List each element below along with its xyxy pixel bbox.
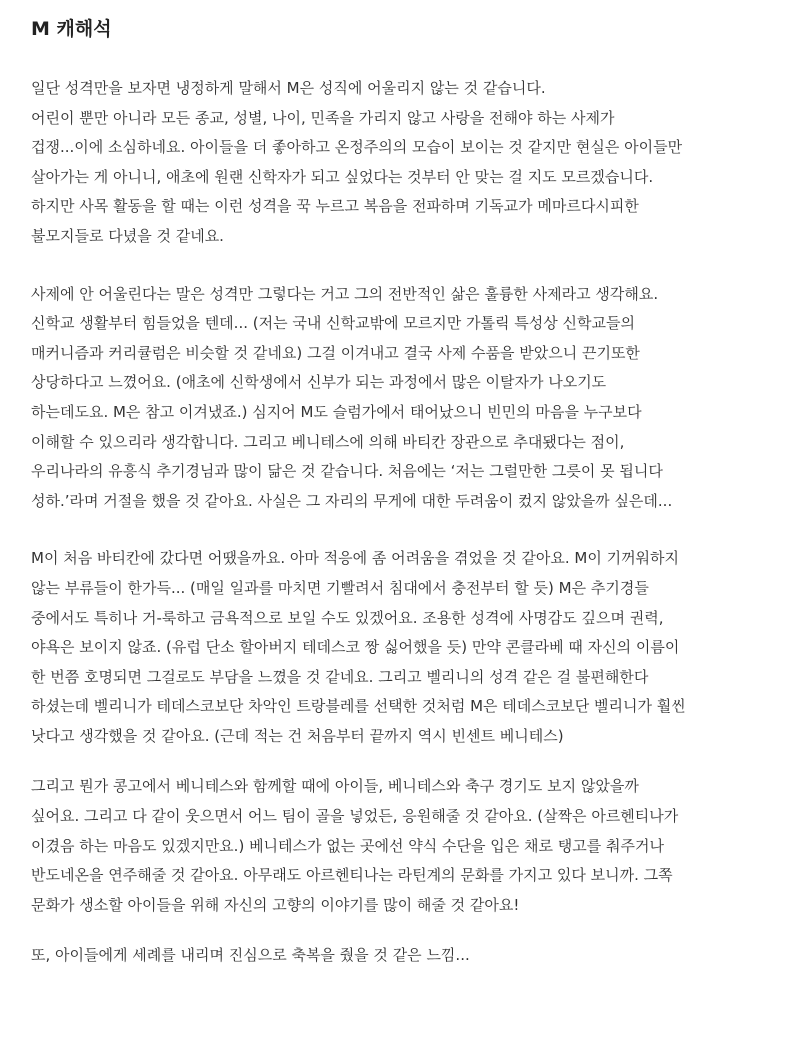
text-line: 신학교 생활부터 힘들었을 텐데... (저는 국내 신학교밖에 모르지만 가톨릭 특성상 신학교들의 — [31, 314, 635, 333]
paragraph-vatican — [31, 544, 780, 751]
text-line: 이겼음 하는 마음도 있겠지만요.) 베니테스가 없는 곳에선 약식 수단을 입은 채로 탱고를 춰주거나 — [31, 836, 664, 855]
text-line: 한 번쯤 호명되면 그걸로도 부담을 느꼈을 것 같네요. 그리고 벨리니의 성격 같은 걸 불편해한다 — [31, 667, 649, 686]
text-line: 문화가 생소할 아이들을 위해 자신의 고향의 이야기를 많이 해줄 것 같아요! — [31, 895, 520, 914]
paragraph-priesthood — [31, 280, 780, 517]
text-line: 살아가는 게 아니니, 애초에 원랜 신학자가 되고 싶었다는 것부터 안 맞는 걸 지도 모르겠습니다. — [31, 167, 654, 186]
text-line: 일단 성격만을 보자면 냉정하게 말해서 M은 성직에 어울리지 않는 것 같습니다. — [31, 79, 546, 97]
text-line: 이해할 수 있으리라 생각합니다. 그리고 베니테스에 의해 바티칸 장관으로 추대됐다는 점이, — [31, 432, 625, 451]
text-line: 중에서도 특히나 거-룩하고 금욕적으로 보일 수도 있겠어요. 조용한 성격에 사명감도 깊으며 권력, — [31, 608, 664, 627]
text-line: 반도네온을 연주해줄 것 같아요. 아무래도 아르헨티나는 라틴계의 문화를 가지고 있다 보니까. 그쪽 — [31, 866, 673, 885]
text-line: 하지만 사목 활동을 할 때는 이런 성격을 꾹 누르고 복음을 전파하며 기독교가 메마르다시피한 — [31, 197, 639, 216]
text-line: 하셨는데 벨리니가 테데스코보단 차악인 트랑블레를 선택한 것처럼 M은 테데스코보단 벨리니가 훨씬 — [31, 697, 686, 716]
text-line: M이 처음 바티칸에 갔다면 어땠을까요. 아마 적응에 좀 어려움을 겪었을 것 같아요. M이 기꺼워하지 — [31, 549, 680, 568]
paragraph-closing — [31, 941, 780, 971]
text-line: 하는데도요. M은 참고 이겨냈죠.) 심지어 M도 슬럼가에서 태어났으니 빈민의 마음을 누구보다 — [31, 402, 642, 421]
text-line: 상당하다고 느꼈어요. (애초에 신학생에서 신부가 되는 과정에서 많은 이탈자가 나오기도 — [31, 373, 607, 392]
paragraph-congo — [31, 772, 780, 920]
text-line: 어린이 뿐만 아니라 모든 종교, 성별, 나이, 민족을 가리지 않고 사랑을 전해야 하는 사제가 — [31, 108, 615, 127]
page-title: M 캐해석 — [31, 18, 112, 40]
text-line: 낫다고 생각했을 것 같아요. (근데 적는 건 처음부터 끝까지 역시 빈센트 베니테스) — [31, 726, 564, 745]
text-line: 그리고 뭔가 콩고에서 베니테스와 함께할 때에 아이들, 베니테스와 축구 경기도 보지 않았을까 — [31, 777, 639, 796]
text-line: 사제에 안 어울린다는 말은 성격만 그렇다는 거고 그의 전반적인 삶은 훌륭한 사제라고 생각해요. — [31, 284, 659, 303]
paragraph-personality — [31, 74, 780, 252]
text-line: 또, 아이들에게 세례를 내리며 진심으로 축복을 줬을 것 같은 느낌... — [31, 946, 470, 965]
text-line: 야욕은 보이지 않죠. (유럽 단소 할아버지 테데스코 짱 싫어했을 듯) 만약 콘클라베 때 자신의 이름이 — [31, 638, 680, 657]
text-line: 매커니즘과 커리큘럼은 비슷할 것 같네요) 그걸 이겨내고 결국 사제 수품을 받았으니 끈기또한 — [31, 343, 640, 362]
text-line: 우리나라의 유흥식 추기경님과 많이 닮은 것 같습니다. 처음에는 ‘저는 그럴만한 그릇이 못 됩니다 — [31, 462, 663, 481]
text-line: 싶어요. 그리고 다 같이 웃으면서 어느 팀이 골을 넣었든, 응원해줄 것 같아요. (살짝은 아르헨티나가 — [31, 807, 679, 826]
text-line: 않는 부류들이 한가득... (매일 일과를 마치면 기빨려서 침대에서 충전부터 할 듯) M은 추기경들 — [31, 578, 649, 597]
text-line: 성하.’라며 거절을 했을 것 같아요. 사실은 그 자리의 무게에 대한 두려움이 컸지 않았을까 싶은데... — [31, 491, 673, 510]
text-line: 불모지들로 다녔을 것 같네요. — [31, 226, 224, 245]
text-line: 겁쟁...이에 소심하네요. 아이들을 더 좋아하고 온정주의의 모습이 보이는 것 같지만 현실은 아이들만 — [31, 138, 683, 157]
